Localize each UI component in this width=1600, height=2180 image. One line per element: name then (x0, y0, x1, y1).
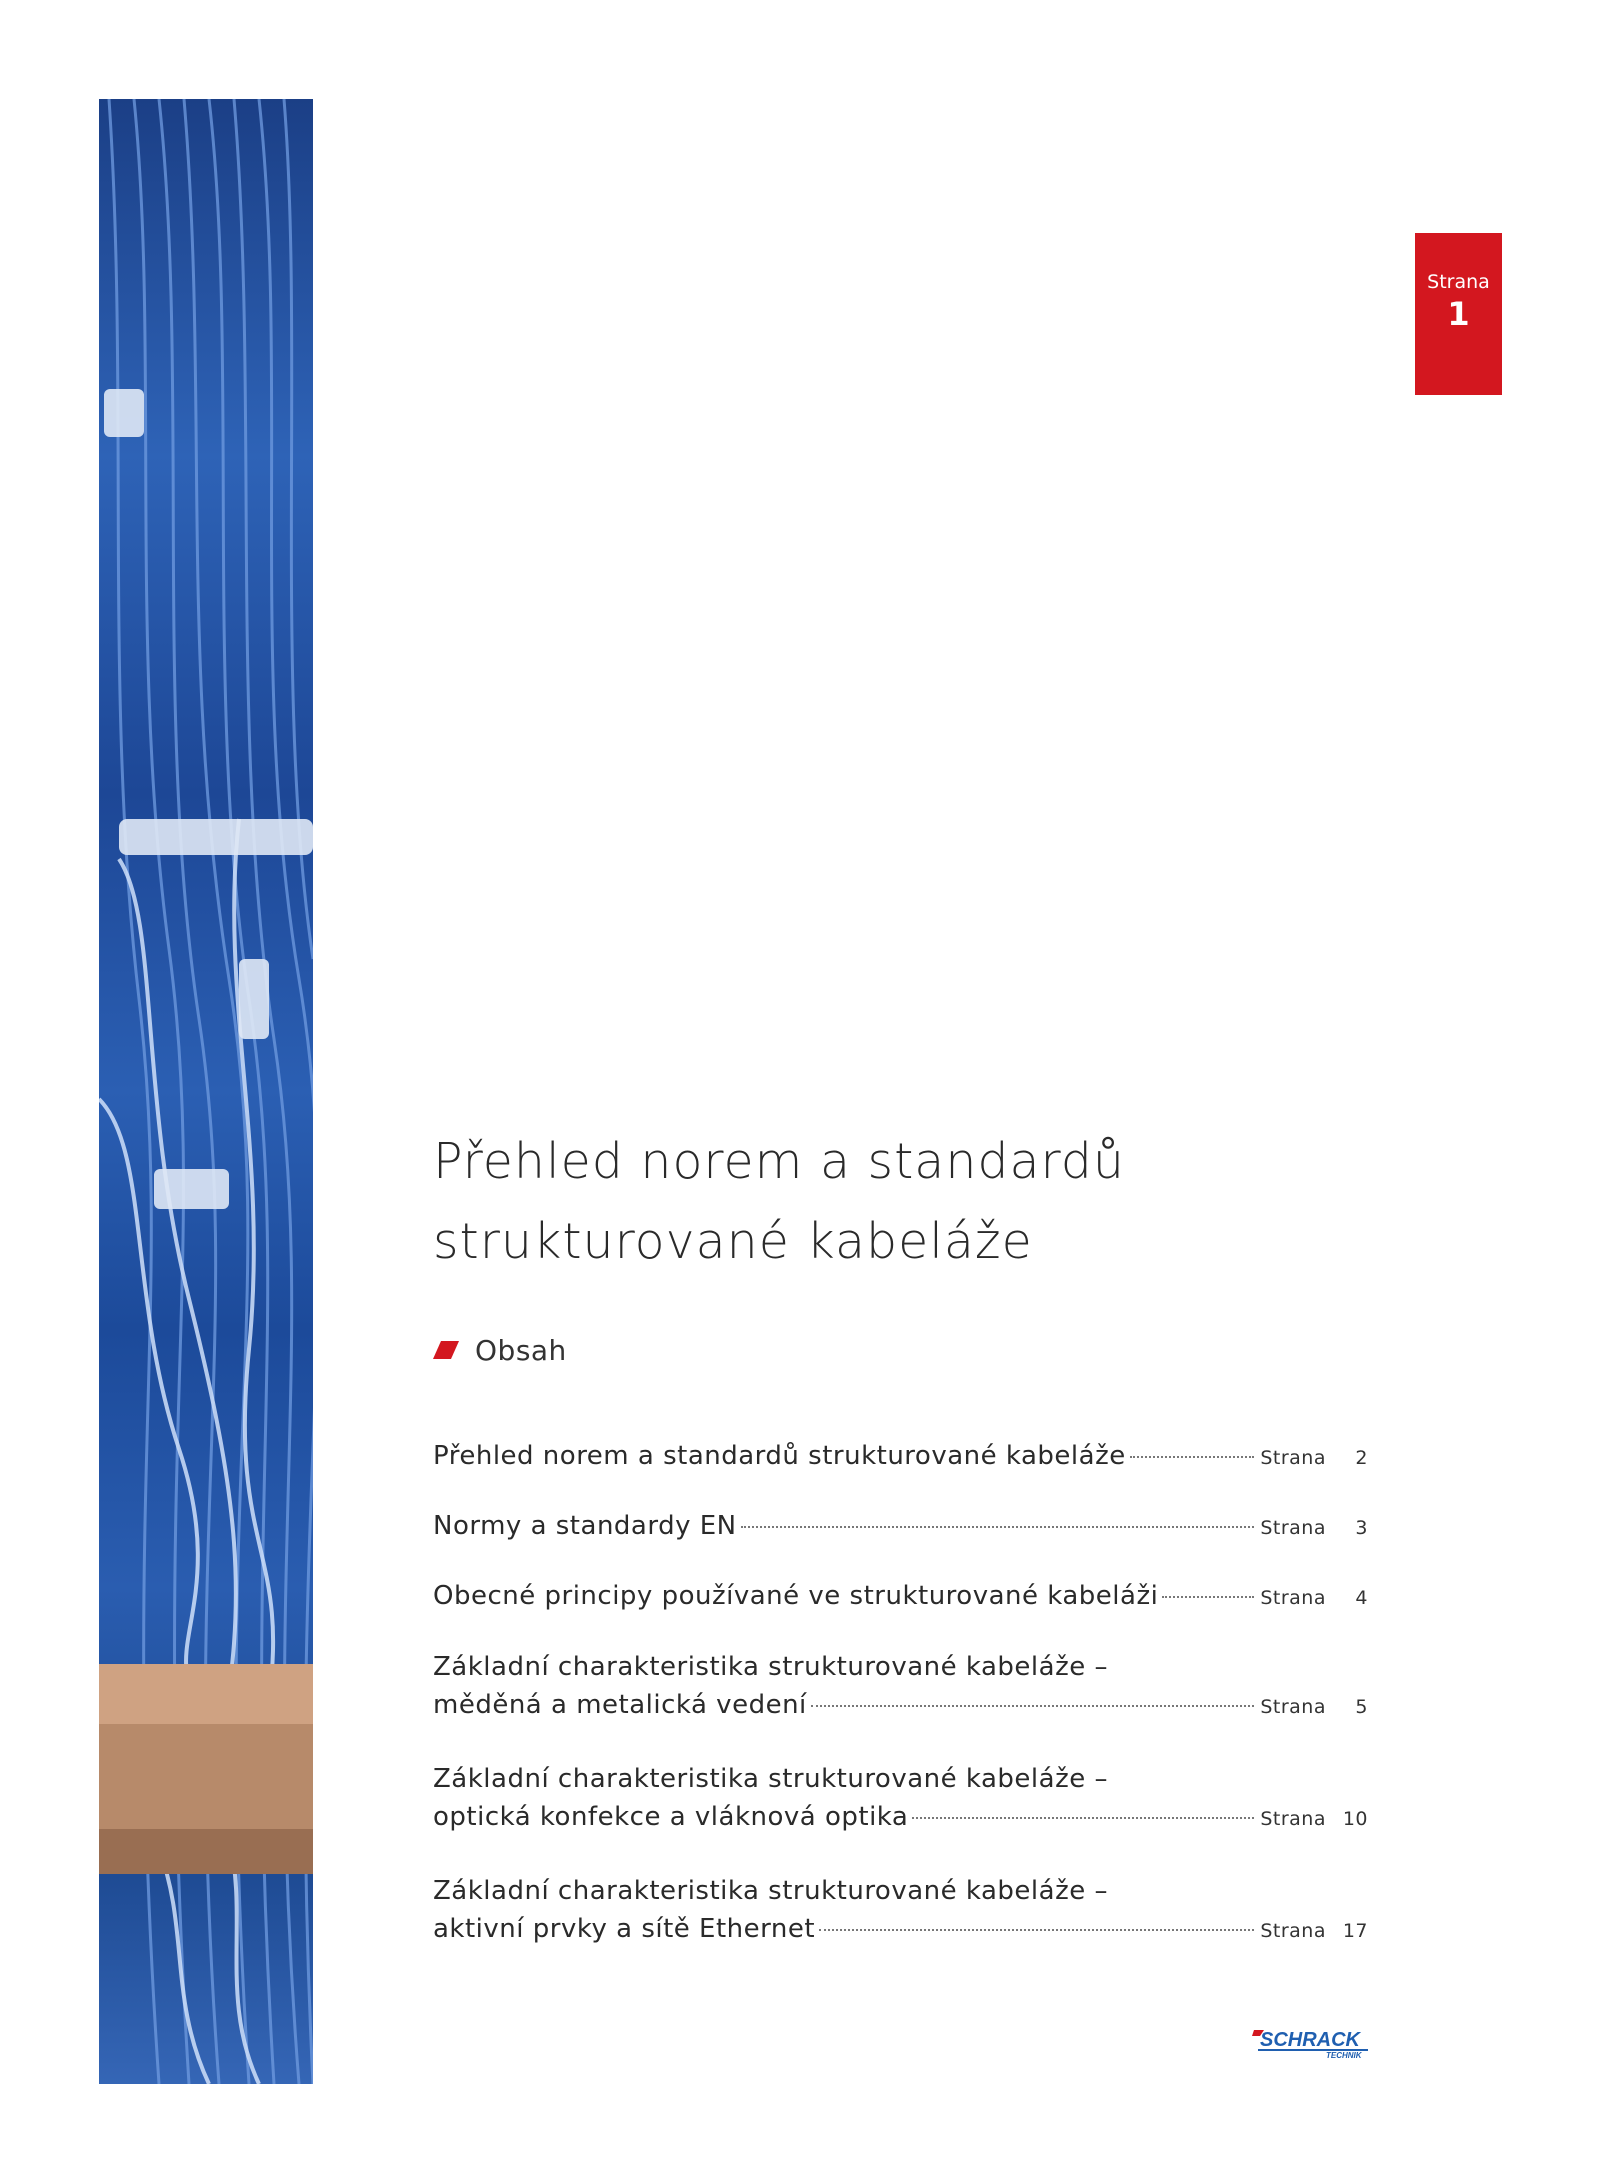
toc-entry-6[interactable] (433, 1872, 1368, 1950)
toc-entry-subtitle: aktivní prvky a sítě Ethernet (433, 1914, 816, 1944)
page-number-tab (1415, 233, 1502, 395)
cable-photo-strip (99, 99, 313, 2084)
toc-page-label: Strana (1260, 1517, 1326, 1539)
dot-leader (811, 1705, 1255, 1707)
schrack-technik-logo (1248, 2024, 1373, 2060)
page-title-line-2: strukturované kabeláže (433, 1213, 1033, 1270)
dot-leader (912, 1817, 1254, 1819)
toc-page-label: Strana (1260, 1808, 1326, 1830)
toc-page-label: Strana (1260, 1587, 1326, 1609)
toc-entry-subtitle: optická konfekce a vláknová optika (433, 1802, 909, 1832)
toc-page-number: 4 (1355, 1587, 1368, 1609)
contents-heading-label: Obsah (475, 1333, 567, 1367)
toc-page-label: Strana (1260, 1696, 1326, 1718)
toc-entry-4[interactable] (433, 1648, 1368, 1726)
toc-entry-1[interactable] (433, 1437, 1368, 1477)
toc-entry-title: Základní charakteristika strukturované kabeláže – (433, 1764, 1108, 1794)
cable-illustration (99, 99, 313, 2084)
toc-page-number: 5 (1355, 1696, 1368, 1718)
toc-page-label: Strana (1260, 1920, 1326, 1942)
toc-entry-title: Obecné principy používané ve strukturované kabeláži (433, 1581, 1159, 1611)
toc-entry-title: Normy a standardy EN (433, 1511, 737, 1541)
toc-entry-2[interactable] (433, 1507, 1368, 1547)
red-parallelogram-icon (433, 1341, 459, 1359)
toc-page-number: 2 (1355, 1447, 1368, 1469)
toc-entry-title: Základní charakteristika strukturované kabeláže – (433, 1876, 1108, 1906)
page-title (433, 1122, 1333, 1282)
toc-entry-title: Přehled norem a standardů strukturované kabeláže (433, 1441, 1126, 1471)
contents-heading (433, 1330, 567, 1370)
page-tab-label: Strana (1427, 271, 1490, 293)
toc-page-label: Strana (1260, 1447, 1326, 1469)
dot-leader (1130, 1456, 1255, 1458)
toc-entry-5[interactable] (433, 1760, 1368, 1838)
toc-entry-3[interactable] (433, 1577, 1368, 1617)
dot-leader (1162, 1596, 1254, 1598)
logo-sub: TECHNIK (1326, 2051, 1362, 2060)
page-tab-number: 1 (1447, 295, 1470, 333)
toc-entry-title: Základní charakteristika strukturované kabeláže – (433, 1652, 1108, 1682)
toc-page-number: 3 (1355, 1517, 1368, 1539)
dot-leader (819, 1929, 1254, 1931)
dot-leader (741, 1526, 1255, 1528)
toc-page-number: 10 (1342, 1808, 1368, 1830)
toc-page-number: 17 (1342, 1920, 1368, 1942)
page-title-line-1: Přehled norem a standardů (433, 1133, 1125, 1190)
logo-brand: SCHRACK (1260, 2029, 1360, 2051)
toc-entry-subtitle: měděná a metalická vedení (433, 1690, 807, 1720)
